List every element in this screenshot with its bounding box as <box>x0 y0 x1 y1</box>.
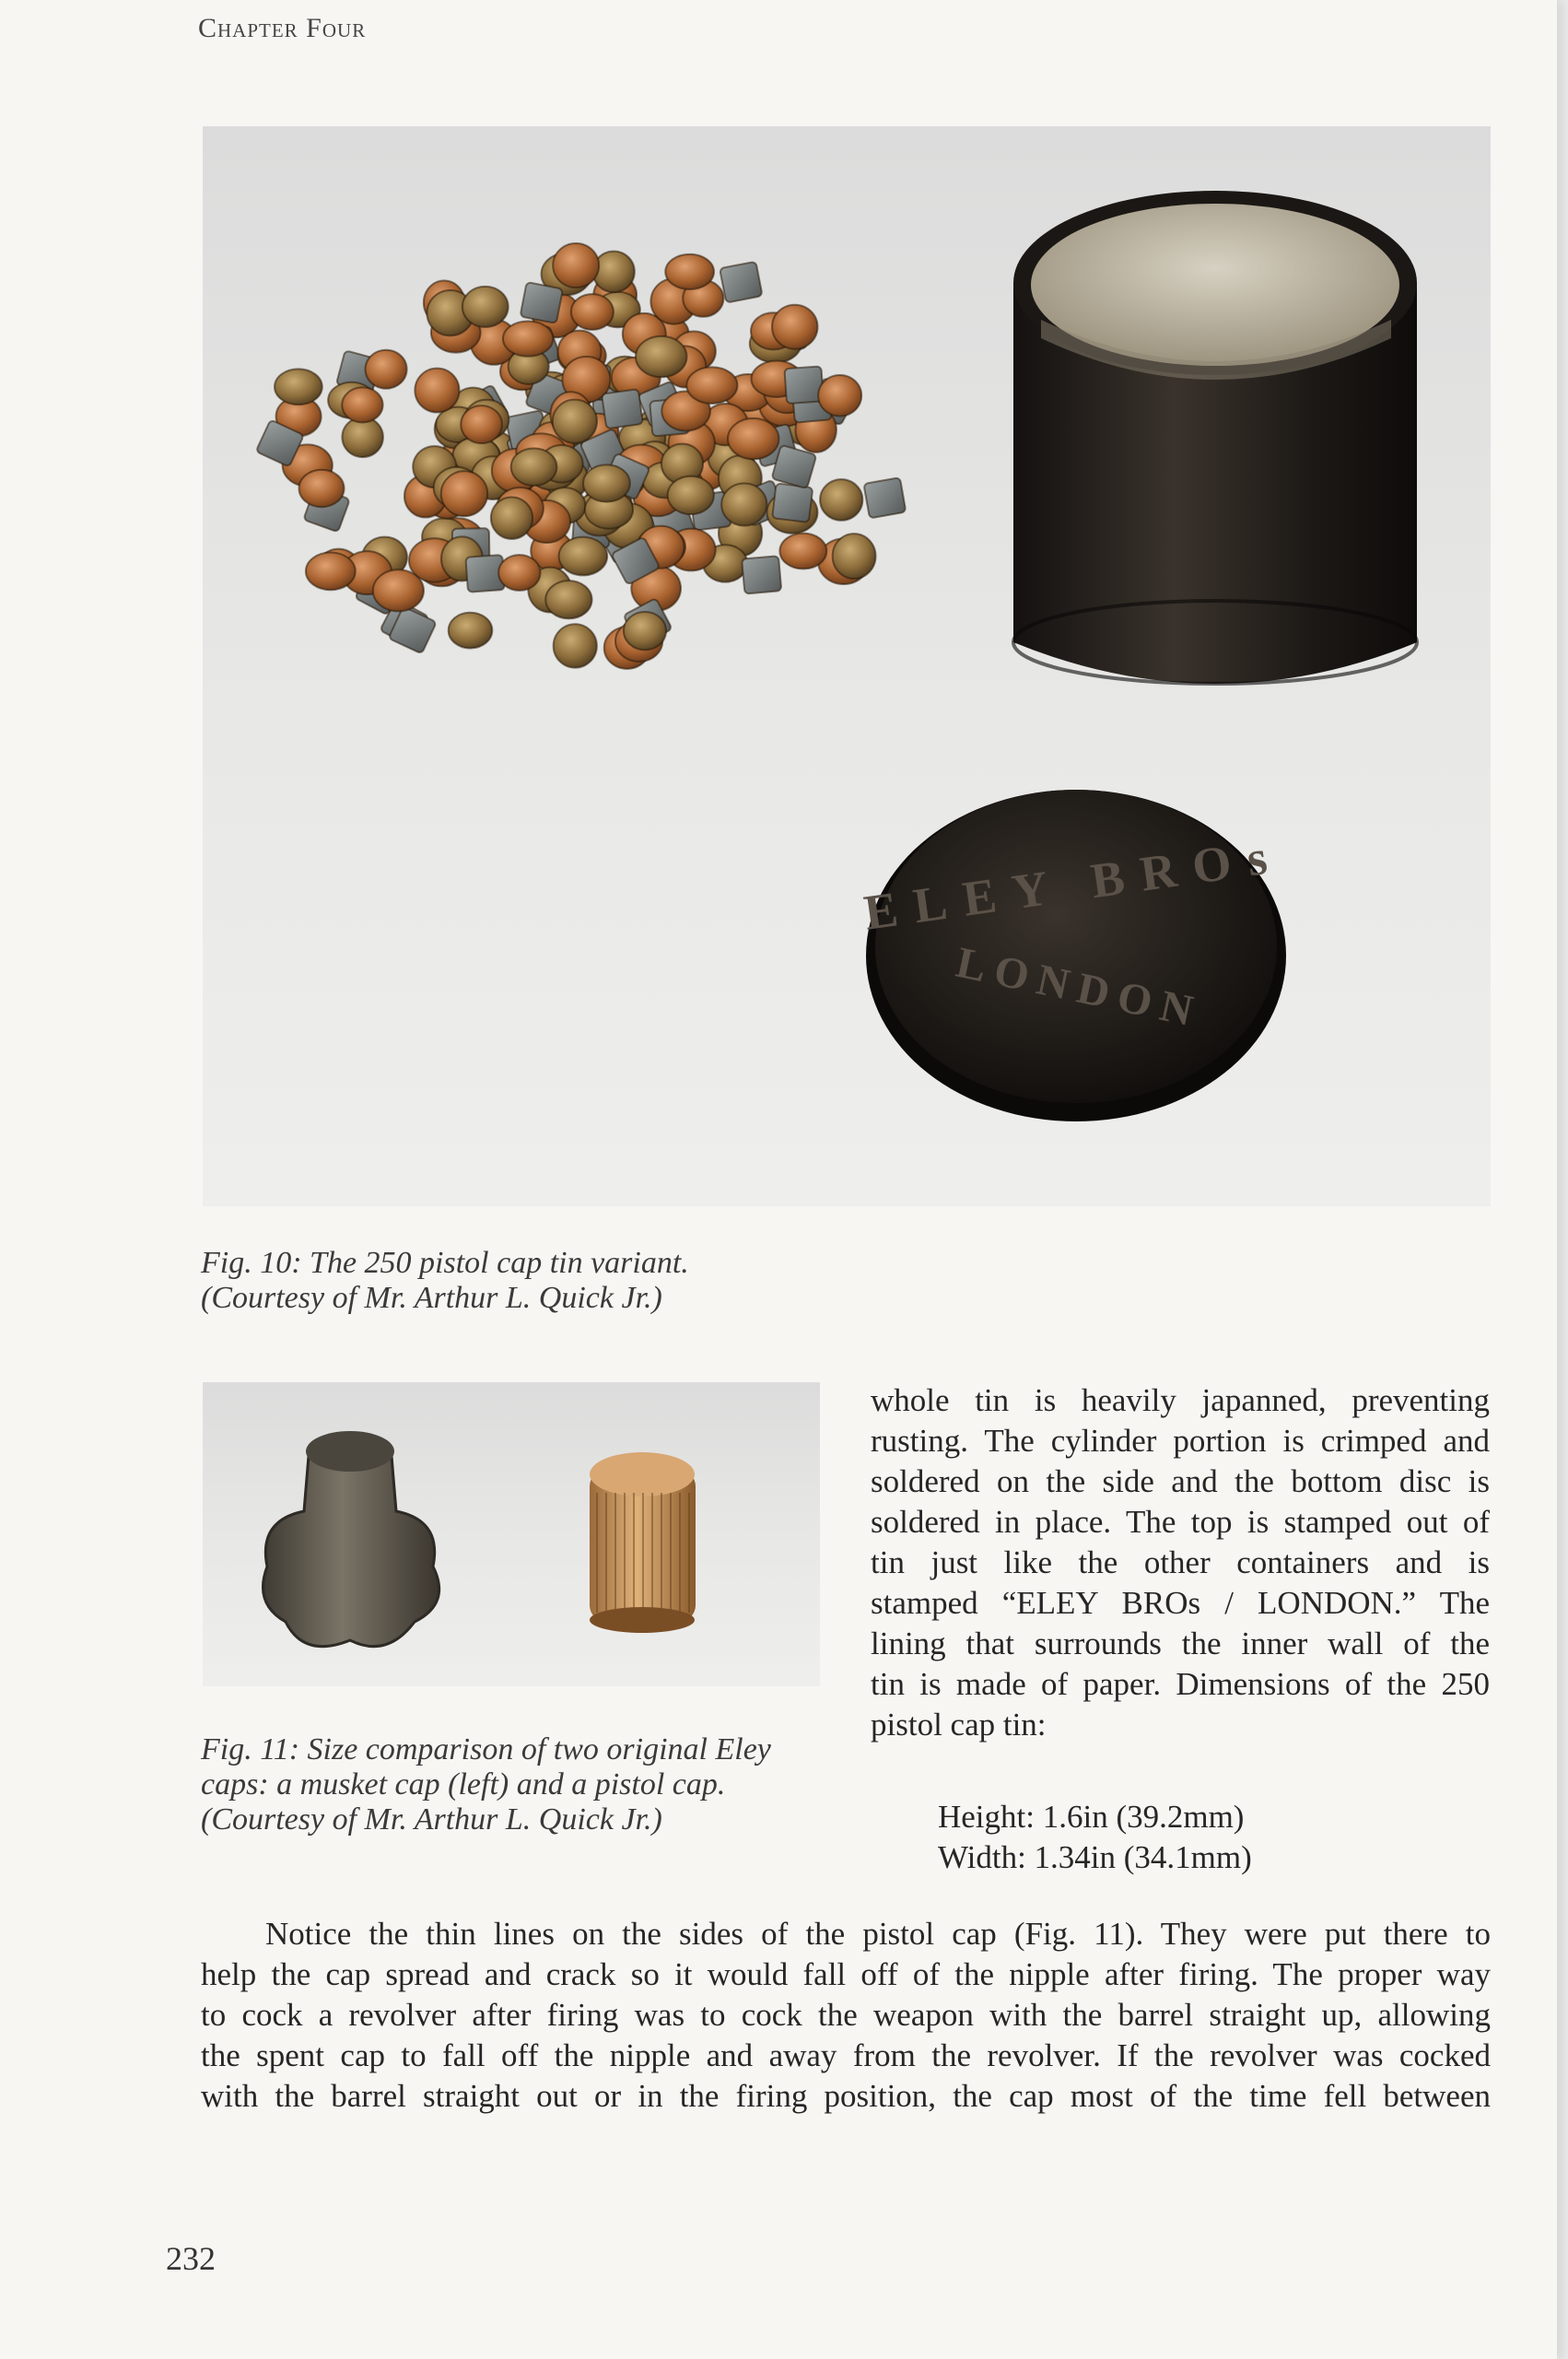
percussion-cap <box>833 534 876 579</box>
caption-line: (Courtesy of Mr. Arthur L. Quick Jr.) <box>201 1802 662 1837</box>
caption-line: Fig. 11: Size comparison of two original Eley <box>201 1732 771 1766</box>
percussion-cap <box>366 350 407 389</box>
percussion-cap <box>449 613 493 649</box>
text-line: rusting. The cylinder portion is crimped and <box>871 1423 1490 1459</box>
caption-line: Fig. 10: The 250 pistol cap tin variant. <box>201 1246 689 1280</box>
percussion-cap <box>441 471 487 516</box>
percussion-cap <box>624 612 666 650</box>
percussion-caps-pile <box>256 243 907 669</box>
percussion-cap <box>686 367 737 404</box>
caption-line: (Courtesy of Mr. Arthur L. Quick Jr.) <box>201 1281 662 1315</box>
tin-lid <box>860 790 1286 1121</box>
text-line: tin is made of paper. Dimensions of the 250 <box>871 1666 1490 1702</box>
text-line: soldered on the side and the bottom disc is <box>871 1463 1490 1499</box>
percussion-cap <box>583 464 630 501</box>
percussion-cap <box>275 369 322 405</box>
percussion-cap <box>779 534 826 569</box>
percussion-cap <box>554 624 597 667</box>
percussion-cap <box>503 321 553 356</box>
percussion-cap <box>373 569 424 611</box>
percussion-cap <box>742 556 781 593</box>
percussion-cap <box>721 484 766 526</box>
percussion-cap <box>818 375 861 417</box>
percussion-cap <box>772 305 817 349</box>
text-line: stamped “ELEY BROs / LONDON.” The <box>871 1585 1490 1621</box>
text-line: soldered in place. The top is stamped out of <box>871 1504 1490 1540</box>
percussion-cap <box>498 555 540 591</box>
page-number: 232 <box>166 2240 216 2277</box>
text-line: tin just like the other containers and is <box>871 1544 1490 1580</box>
dimension-height: Height: 1.6in (39.2mm) <box>938 1799 1245 1835</box>
percussion-cap <box>559 537 608 576</box>
dimensions-list <box>938 1797 1252 1878</box>
percussion-cap <box>491 497 532 538</box>
open-tin <box>1013 191 1417 684</box>
figure-10-photo <box>203 126 1491 1206</box>
percussion-cap <box>728 418 778 459</box>
cap-tin-illustration <box>203 126 1491 1206</box>
caps-comparison-illustration <box>203 1382 820 1686</box>
percussion-cap <box>602 389 643 428</box>
percussion-cap <box>665 254 714 289</box>
text-line: Notice the thin lines on the sides of the pistol cap (Fig. 11). They were put there to <box>265 1916 1491 1952</box>
figure-11-photo <box>203 1382 820 1686</box>
percussion-cap <box>342 387 382 422</box>
percussion-cap <box>511 448 557 486</box>
text-line: lining that surrounds the inner wall of the <box>871 1625 1490 1661</box>
text-line: pistol cap tin: <box>871 1707 1047 1743</box>
percussion-cap <box>553 243 599 288</box>
percussion-cap <box>461 405 502 443</box>
percussion-cap <box>636 336 687 377</box>
figure-10-caption <box>201 1246 689 1316</box>
body-paragraph <box>201 1914 1491 2117</box>
percussion-cap <box>521 282 564 323</box>
figure-11-caption <box>201 1732 771 1837</box>
text-line: help the cap spread and crack so it would fall off of the nipple after firing. The proper way <box>201 1956 1491 1992</box>
percussion-cap <box>772 483 813 522</box>
percussion-cap <box>299 470 345 507</box>
text-line: the spent cap to fall off the nipple and away from the revolver. If the revolver was cocked <box>201 2037 1491 2073</box>
percussion-cap <box>545 581 591 618</box>
right-column-text <box>871 1380 1490 1745</box>
percussion-cap <box>668 476 714 514</box>
lid-text-top: ELEY BROs <box>860 827 1287 941</box>
text-line: to cock a revolver after firing was to cock the weapon with the barrel straight up, allowing <box>201 1997 1491 2033</box>
text-line: with the barrel straight out or in the firing position, the cap most of the time fell between <box>201 2078 1491 2114</box>
lid-text-bottom: LONDON <box>952 937 1207 1038</box>
musket-cap <box>263 1431 439 1647</box>
percussion-cap <box>820 479 862 521</box>
percussion-cap <box>306 553 356 591</box>
pistol-cap <box>590 1452 696 1633</box>
percussion-cap <box>462 287 509 327</box>
percussion-cap <box>571 294 614 330</box>
percussion-cap <box>593 252 635 293</box>
dimension-width: Width: 1.34in (34.1mm) <box>938 1839 1252 1875</box>
percussion-cap <box>553 400 597 443</box>
text-line: whole tin is heavily japanned, preventing <box>871 1382 1490 1418</box>
percussion-cap <box>863 477 906 518</box>
caption-line: caps: a musket cap (left) and a pistol cap. <box>201 1767 726 1802</box>
running-head: Chapter Four <box>198 13 367 43</box>
percussion-cap <box>720 262 763 303</box>
percussion-cap <box>415 369 459 413</box>
